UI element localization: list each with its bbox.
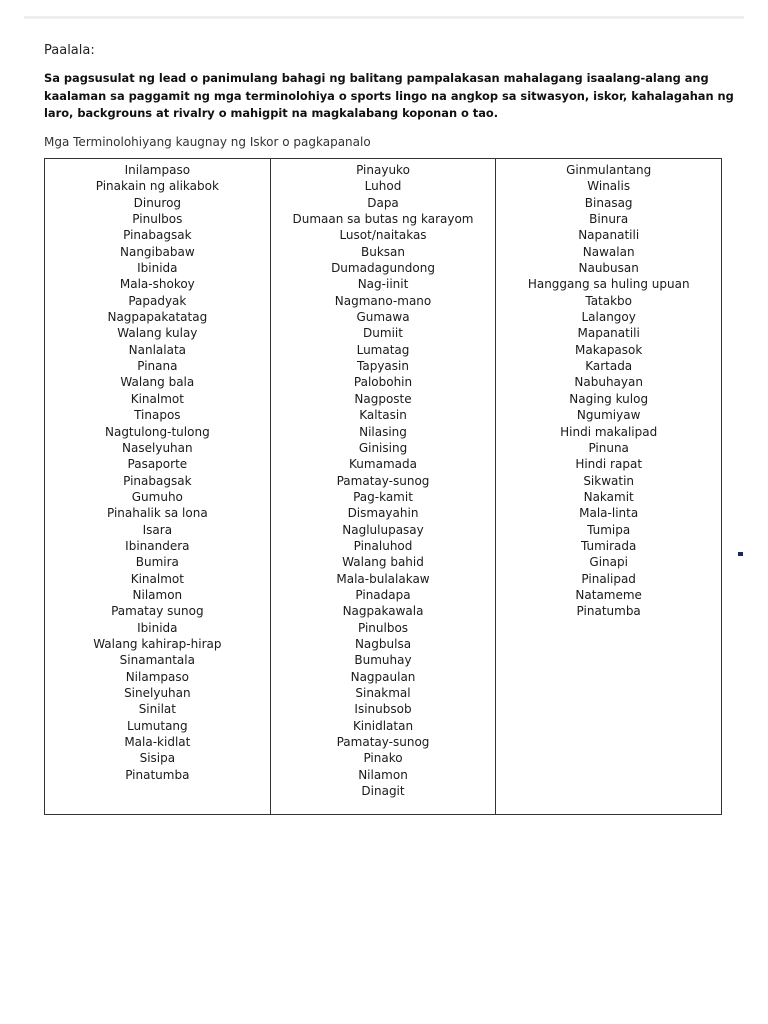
table-cell: Dinagit xyxy=(361,784,405,799)
table-cell: Ibinandera xyxy=(125,538,190,553)
table-cell: Naglulupasay xyxy=(342,522,424,537)
table-cell: Pinaluhod xyxy=(353,538,413,553)
table-cell: Pamatay-sunog xyxy=(336,735,430,750)
table-cell: Nanlalata xyxy=(128,342,187,357)
table-cell: Naselyuhan xyxy=(122,440,193,455)
table-cell: Naging kulog xyxy=(569,391,649,406)
table-cell: Dumaan sa butas ng karayom xyxy=(292,212,474,227)
table-column-3 xyxy=(495,159,722,814)
table-cell: Nag-iinit xyxy=(357,277,409,292)
table-cell: Pamatay sunog xyxy=(111,604,204,619)
table-cell: Nagpapakatatag xyxy=(107,310,208,325)
table-cell: Nawalan xyxy=(582,244,635,259)
table-cell: Nagpaulan xyxy=(350,669,416,684)
table-cell: Naubusan xyxy=(578,261,639,276)
table-cell: Napanatili xyxy=(578,228,640,243)
table-cell: Mala-shokoy xyxy=(119,277,195,292)
table-cell: Pinatumba xyxy=(576,604,641,619)
table-cell: Sikwatin xyxy=(583,473,635,488)
table-column-1 xyxy=(44,159,270,814)
table-cell: Dumadagundong xyxy=(331,261,435,276)
table-cell: Kaltasin xyxy=(359,408,407,423)
table-cell: Pinabagsak xyxy=(123,228,192,243)
table-cell: Luhod xyxy=(364,179,402,194)
table-cell: Isinubsob xyxy=(354,702,412,717)
table-cell: Winalis xyxy=(587,179,631,194)
table-cell: Pag-kamit xyxy=(353,489,413,504)
table-cell: Walang kahirap-hirap xyxy=(93,636,222,651)
table-cell: Mapanatili xyxy=(577,326,640,341)
table-cell: Ngumiyaw xyxy=(576,408,641,423)
table-cell: Ibinida xyxy=(137,261,178,276)
table-cell: Sinamantala xyxy=(119,653,195,668)
table-cell: Pasaporte xyxy=(127,457,188,472)
table-cell: Nilasing xyxy=(359,424,407,439)
note-paragraph: Sa pagsusulat ng lead o panimulang bahagi ng balitang pampalakasan mahalagang isaalang-alang ang kaalaman sa paggamit ng mga terminolohiya o sports lingo na angkop sa sitwasyon, iskor, kahalagahan ng laro, backgrouns at rivalry o mahigpit na magkalabang koponan o tao. xyxy=(44,71,734,120)
table-cell: Bumuhay xyxy=(354,653,412,668)
table-cell: Pinakain ng alikabok xyxy=(95,179,219,194)
terminology-table xyxy=(44,158,722,815)
table-cell: Mala-kidlat xyxy=(124,735,191,750)
table-cell: Lumutang xyxy=(127,718,188,733)
table-cell: Nagpakawala xyxy=(342,604,424,619)
table-cell: Tinapos xyxy=(134,408,181,423)
table-cell: Buksan xyxy=(361,244,405,259)
table-cell: Pinako xyxy=(363,751,403,766)
table-cell: Nilamon xyxy=(358,767,408,782)
table-cell: Gumuho xyxy=(131,489,183,504)
table-cell: Isara xyxy=(142,522,173,537)
table-cell: Lumatag xyxy=(356,342,410,357)
table-cell: Ginapi xyxy=(589,555,628,570)
table-cell: Dinurog xyxy=(133,195,182,210)
table-cell: Kinalmot xyxy=(130,571,184,586)
table-cell: Nagmano-mano xyxy=(334,293,432,308)
table-cell: Tapyasin xyxy=(357,359,409,374)
table-cell: Mala-linta xyxy=(579,506,639,521)
table-cell: Mala-bulalakaw xyxy=(336,571,430,586)
table-cell: Ibinida xyxy=(137,620,178,635)
table-cell: Nabuhayan xyxy=(574,375,643,390)
table-cell: Kinidlatan xyxy=(352,718,414,733)
table-cell: Pinulbos xyxy=(357,620,409,635)
table-cell: Pinuna xyxy=(588,440,629,455)
stray-mark xyxy=(738,552,743,556)
table-cell: Dumiit xyxy=(363,326,403,341)
table-cell: Lalangoy xyxy=(581,310,636,325)
table-cell: Dapa xyxy=(367,195,399,210)
table-cell: Sinilat xyxy=(138,702,176,717)
table-cell: Pinahalik sa lona xyxy=(106,506,208,521)
table-cell: Lusot/naitakas xyxy=(339,228,427,243)
table-cell: Tatakbo xyxy=(585,293,633,308)
table-cell: Sinakmal xyxy=(355,686,411,700)
table-cell: Walang bala xyxy=(120,375,195,390)
table-cell: Natameme xyxy=(575,587,642,602)
top-divider xyxy=(24,16,744,19)
table-cell: Makapasok xyxy=(575,342,643,357)
table-cell: Pinalipad xyxy=(581,571,636,586)
table-cell: Bumira xyxy=(135,555,179,570)
table-cell: Kartada xyxy=(585,359,633,374)
table-cell: Nakamit xyxy=(583,489,634,504)
table-cell: Nagbulsa xyxy=(354,636,412,651)
table-cell: Sinelyuhan xyxy=(124,686,191,700)
table-cell: Binasag xyxy=(584,195,633,210)
table-cell: Nagtulong-tulong xyxy=(104,424,210,439)
table-cell: Tumirada xyxy=(580,538,637,553)
table-cell: Nilamon xyxy=(132,587,183,602)
table-cell: Walang bahid xyxy=(342,555,424,570)
note-label: Paalala: xyxy=(44,43,95,58)
table-cell: Dismayahin xyxy=(347,506,419,521)
table-cell: Pinulbos xyxy=(132,212,183,227)
table-cell: Nangibabaw xyxy=(120,244,195,259)
table-cell: Inilampaso xyxy=(124,163,191,177)
table-cell: Pinayuko xyxy=(356,163,410,177)
table-cell: Hindi makalipad xyxy=(560,424,658,439)
table-cell: Kinalmot xyxy=(130,391,184,406)
table-cell: Tumipa xyxy=(587,522,631,537)
table-cell: Pamatay-sunog xyxy=(336,473,430,488)
table-cell: Pinatumba xyxy=(125,767,190,782)
table-cell: Ginising xyxy=(358,440,408,455)
table-cell: Walang kulay xyxy=(117,326,198,341)
table-cell: Palobohin xyxy=(353,375,413,390)
table-cell: Nagposte xyxy=(354,391,412,406)
table-column-2 xyxy=(270,159,496,814)
table-cell: Pinadapa xyxy=(355,587,411,602)
table-cell: Nilampaso xyxy=(125,669,189,684)
table-cell: Binura xyxy=(589,212,629,227)
table-cell: Kumamada xyxy=(349,457,417,472)
table-cell: Hanggang sa huling upuan xyxy=(527,277,690,292)
table-cell: Pinana xyxy=(137,359,178,374)
table-cell: Pinabagsak xyxy=(123,473,192,488)
table-cell: Papadyak xyxy=(128,293,187,308)
table-cell: Hindi rapat xyxy=(575,457,643,472)
table-caption: Mga Terminolohiyang kaugnay ng Iskor o pagkapanalo xyxy=(44,135,371,149)
table-cell: Sisipa xyxy=(139,751,176,766)
table-cell: Ginmulantang xyxy=(566,163,652,177)
table-cell: Gumawa xyxy=(356,310,410,325)
